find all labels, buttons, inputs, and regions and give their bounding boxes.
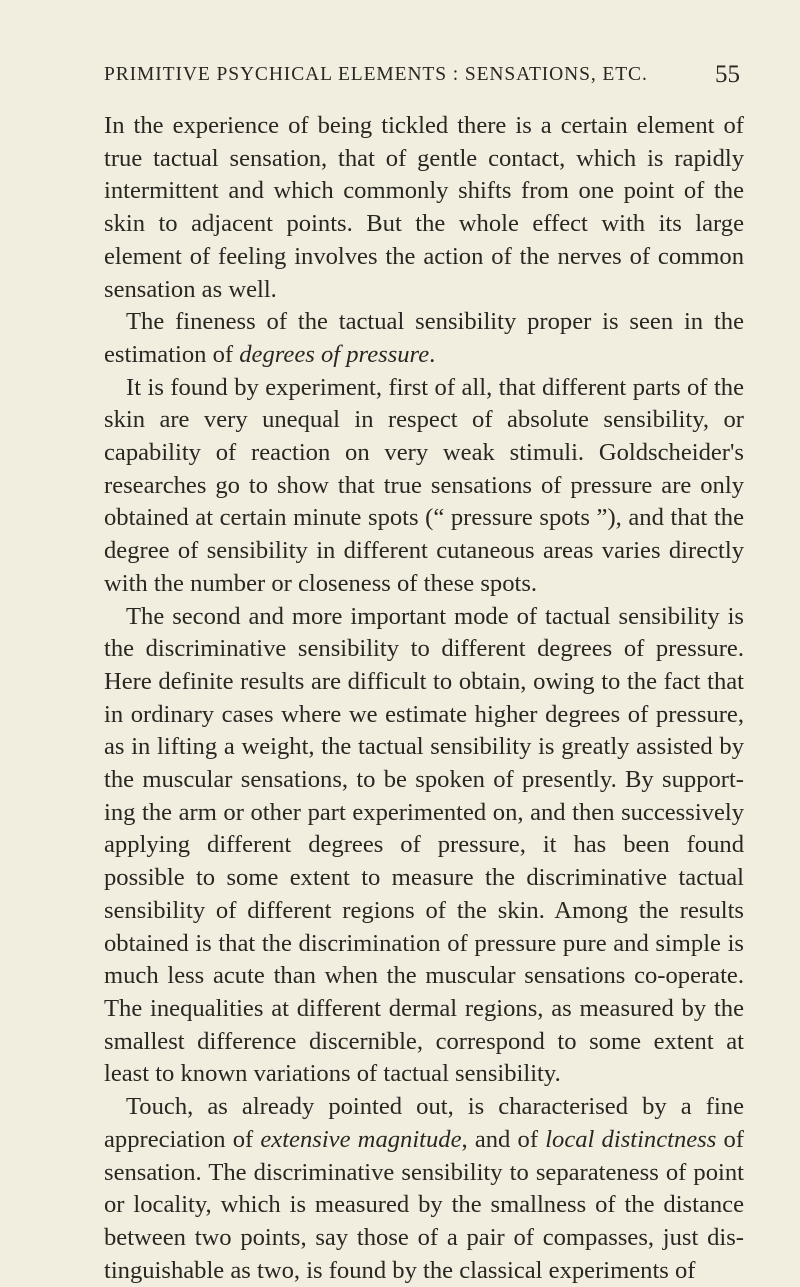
italic-extensive-magnitude: extensive magnitude xyxy=(260,1125,462,1153)
body-text xyxy=(104,110,744,1287)
paragraph-touch-middle: , and of xyxy=(461,1125,546,1153)
running-title: PRIMITIVE PSYCHICAL ELEMENTS : SENSATIONS, ETC. xyxy=(104,64,648,85)
paragraph-touch xyxy=(104,1091,744,1287)
italic-local-distinctness: local distinctness xyxy=(545,1125,717,1153)
page-number: 55 xyxy=(715,61,740,88)
paragraph-experiment: It is found by experiment, first of all, that different parts of the skin are very unequal in respect of absolute sensibility, or capability of reaction on very weak stimuli. Goldscheider's researches go to show that true sensations of pressure are only obtained at certain minute spots (“ pressure spots ”), and that the degree of sensibility in different cutaneous areas varies directly with the number or closeness of these spots. xyxy=(104,373,744,597)
italic-degrees-of-pressure: degrees of pressure xyxy=(239,340,430,368)
paragraph-touch-end: of sensation. The discriminative sensibility to separateness of point or locality, which is measured by the smallness of the distance between two points, say those of a pair of compasses, just dis-tinguishable as two, is found by the classical experiments of xyxy=(104,1125,744,1284)
paragraph-fineness-text: The fineness of the tactual sensibility proper is seen in the estimation of xyxy=(104,308,744,368)
paragraph-discriminative: The second and more important mode of tactual sensibility is the discriminative sensibility to different degrees of pressure. Here definite results are difficult to obtain, owing to the fact that in ordinary cases where we estimate higher degrees of pressure, as in lifting a weight, the tactual sensibility is greatly assisted by the muscular sensations, to be spoken of presently. By support-ing the arm or other part experimented on, and then successively applying different degrees of pressure, it has been found possible to some extent to measure the discriminative tactual sensibility of different regions of the skin. Among the results obtained is that the discrimination of pressure pure and simple is much less acute than when the muscular sensations co-operate. The inequalities at different dermal regions, as measured by the smallest difference discernible, correspond to some extent at least to known variations of tactual sensibility. xyxy=(104,602,744,1088)
running-head xyxy=(104,60,740,90)
paragraph-fineness xyxy=(104,306,744,371)
paragraph-touch-text: Touch, as already pointed out, is characterised by a fine appreciation of xyxy=(104,1093,744,1153)
paragraph-tickling: In the experience of being tickled there is a certain element of true tactual sensation, that of gentle contact, which is rapidly intermittent and which commonly shifts from one point of the skin to adjacent points. But the whole effect with its large element of feeling involves the action of the nerves of common sensation as well. xyxy=(104,112,744,303)
paragraph-fineness-end: . xyxy=(429,340,436,368)
